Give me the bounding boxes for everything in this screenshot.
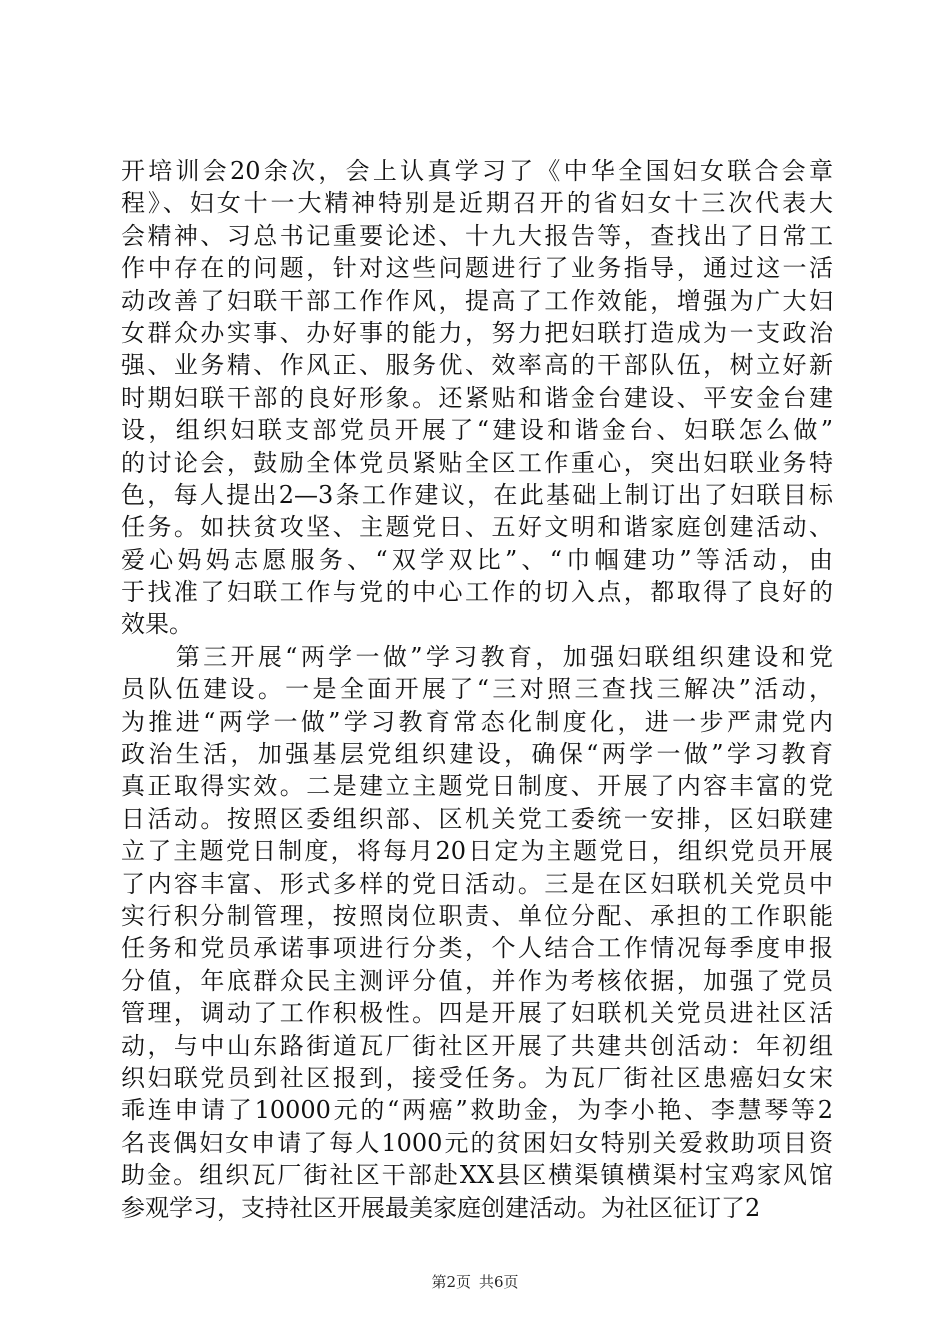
text-line: 名丧偶妇女申请了每人1000元的贫困妇女特别关爱救助项目资 <box>121 1128 833 1157</box>
page-footer <box>0 1272 950 1292</box>
text-line: 于找准了妇联工作与党的中心工作的切入点，都取得了良好的 <box>121 578 833 607</box>
text-line: 作中存在的问题，针对这些问题进行了业务指导，通过这一活 <box>121 254 833 283</box>
text-line: 立了主题党日制度，将每月20日定为主题党日，组织党员开展 <box>121 837 833 866</box>
text-line: 为推进“两学一做”学习教育常态化制度化，进一步严肃党内 <box>121 707 833 736</box>
text-line: 开培训会20余次，会上认真学习了《中华全国妇女联合会章 <box>121 157 833 185</box>
text-line: 效果。 <box>121 610 193 639</box>
text-line: 设，组织妇联支部党员开展了“建设和谐金台、妇联怎么做” <box>121 416 833 445</box>
text-line: 时期妇联干部的良好形象。还紧贴和谐金台建设、平安金台建 <box>121 383 833 412</box>
page-number: 第2页 <box>431 1273 471 1291</box>
text-line: 的讨论会，鼓励全体党员紧贴全区工作重心，突出妇联业务特 <box>121 448 833 477</box>
text-line: 管理，调动了工作积极性。四是开展了妇联机关党员进社区活 <box>121 999 833 1028</box>
body-text <box>121 155 833 1224</box>
text-line: 助金。组织瓦厂街社区干部赴XX县区横渠镇横渠村宝鸡家风馆 <box>121 1161 833 1190</box>
text-line: 会精神、习总书记重要论述、十九大报告等，查找出了日常工 <box>121 221 833 250</box>
text-line: 爱心妈妈志愿服务、“双学双比”、“巾帼建功”等活动，由 <box>121 545 833 574</box>
text-line: 色，每人提出2—3条工作建议，在此基础上制订出了妇联目标 <box>121 480 833 509</box>
text-line: 乖连申请了10000元的“两癌”救助金，为李小艳、李慧琴等2 <box>121 1096 833 1125</box>
text-line: 参观学习，支持社区开展最美家庭创建活动。为社区征订了2 <box>121 1193 761 1222</box>
text-line: 第三开展“两学一做”学习教育，加强妇联组织建设和党 <box>121 642 833 671</box>
text-line: 了内容丰富、形式多样的党日活动。三是在区妇联机关党员中 <box>121 869 833 898</box>
text-line: 政治生活，加强基层党组织建设，确保“两学一做”学习教育 <box>121 740 833 769</box>
text-line: 女群众办实事、办好事的能力，努力把妇联打造成为一支政治 <box>121 318 833 347</box>
text-line: 任务。如扶贫攻坚、主题党日、五好文明和谐家庭创建活动、 <box>121 513 833 542</box>
text-line: 员队伍建设。一是全面开展了“三对照三查找三解决”活动， <box>121 675 833 704</box>
text-line: 织妇联党员到社区报到，接受任务。为瓦厂街社区患癌妇女宋 <box>121 1063 833 1092</box>
text-line: 动改善了妇联干部工作作风，提高了工作效能，增强为广大妇 <box>121 286 833 315</box>
text-line: 任务和党员承诺事项进行分类，个人结合工作情况每季度申报 <box>121 934 833 963</box>
text-line: 强、业务精、作风正、服务优、效率高的干部队伍，树立好新 <box>121 351 833 380</box>
text-line: 日活动。按照区委组织部、区机关党工委统一安排，区妇联建 <box>121 804 833 833</box>
text-line: 程》、妇女十一大精神特别是近期召开的省妇女十三次代表大 <box>121 189 833 218</box>
page-total: 共6页 <box>479 1273 519 1291</box>
text-line: 真正取得实效。二是建立主题党日制度、开展了内容丰富的党 <box>121 772 833 801</box>
text-line: 实行积分制管理，按照岗位职责、单位分配、承担的工作职能 <box>121 901 833 930</box>
text-line: 动，与中山东路街道瓦厂街社区开展了共建共创活动：年初组 <box>121 1031 833 1060</box>
text-line: 分值，年底群众民主测评分值，并作为考核依据，加强了党员 <box>121 966 833 995</box>
